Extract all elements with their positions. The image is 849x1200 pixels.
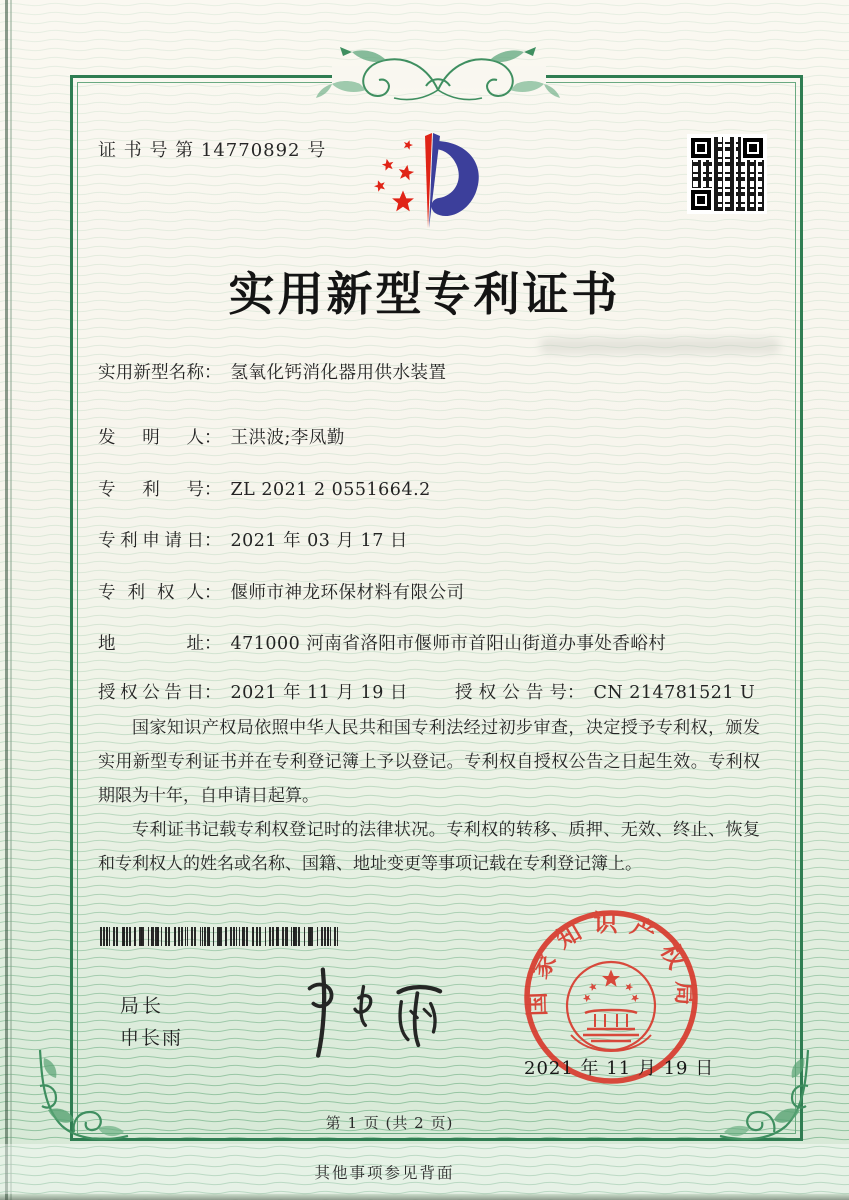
certificate-number: 证 书 号 第 14770892 号	[98, 140, 327, 161]
field-label: 专利号	[98, 480, 204, 500]
legal-text-block	[98, 711, 760, 881]
field-label: 授权公告号	[455, 683, 567, 703]
field-value: 2021 年 03 月 17 日	[230, 531, 408, 551]
field-row-filing-date	[98, 527, 408, 552]
legal-paragraph-1: 国家知识产权局依照中华人民共和国专利法经过初步审查，决定授予专利权，颁发实用新型专利证书并在专利登记簿上予以登记。专利权自授权公告之日起生效。专利权期限为十年，自申请日起算。	[98, 718, 760, 806]
scan-bottom-shadow	[0, 1193, 849, 1200]
top-flourish-ornament-icon	[298, 40, 578, 118]
handwritten-signature-icon	[255, 962, 455, 1066]
scan-edge-line	[5, 0, 8, 1200]
qr-finder-tr	[741, 136, 765, 160]
field-colon: ：	[204, 531, 222, 551]
field-value: 2021 年 11 月 19 日	[230, 683, 408, 703]
field-colon: ：	[204, 583, 222, 603]
field-row-address	[98, 630, 666, 655]
field-value: 偃师市神龙环保材料有限公司	[230, 583, 465, 603]
field-value: CN 214781521 U	[593, 683, 756, 703]
field-colon: ：	[204, 683, 222, 703]
barcode-icon	[100, 927, 338, 946]
grant-number-group	[455, 679, 755, 704]
cnipa-logo-icon	[370, 126, 505, 244]
seal-national-emblem	[567, 962, 655, 1051]
seal-text: 国家知识产权局	[521, 909, 701, 1017]
legal-paragraph-2: 专利证书记载专利权登记时的法律状况。专利权的转移、质押、无效、终止、恢复和专利权人的姓名或名称、国籍、地址变更等事项记载在专利登记簿上。	[98, 820, 760, 874]
field-colon: ：	[204, 634, 222, 654]
director-title: 局长	[120, 995, 165, 1017]
field-label: 授权公告日	[98, 683, 204, 703]
scan-edge-line-2	[10, 0, 12, 1200]
certificate-title: 实用新型专利证书	[228, 267, 621, 321]
field-row-inventor	[98, 424, 345, 449]
page-number: 第 1 页 (共 2 页)	[325, 1114, 454, 1132]
embossed-mark	[540, 338, 780, 354]
field-row-name	[98, 359, 447, 384]
field-colon: ：	[204, 363, 222, 383]
field-colon: ：	[204, 428, 222, 448]
field-value: 471000 河南省洛阳市偃师市首阳山街道办事处香峪村	[230, 634, 667, 654]
director-name: 申长雨	[120, 1027, 184, 1049]
seal-date: 2021 年 11 月 19 日	[524, 1058, 715, 1079]
field-label: 专利权人	[98, 583, 204, 603]
field-value: ZL 2021 2 0551664.2	[230, 480, 431, 500]
field-label: 发明人	[98, 428, 204, 448]
qr-finder-bl	[689, 188, 713, 212]
field-colon: ：	[204, 480, 222, 500]
field-value: 氢氧化钙消化器用供水装置	[230, 363, 447, 383]
footer-note: 其他事项参见背面	[314, 1164, 455, 1182]
field-row-grant	[98, 679, 756, 704]
field-label: 实用新型名称	[98, 363, 204, 383]
field-label: 专利申请日	[98, 531, 204, 551]
field-value: 王洪波;李凤勤	[230, 428, 345, 448]
field-colon: ：	[567, 683, 585, 703]
field-label: 地址	[98, 634, 204, 654]
qr-finder-tl	[689, 136, 713, 160]
qr-code-icon	[687, 134, 767, 214]
field-row-patent-no	[98, 476, 431, 501]
field-row-patentee	[98, 579, 465, 604]
